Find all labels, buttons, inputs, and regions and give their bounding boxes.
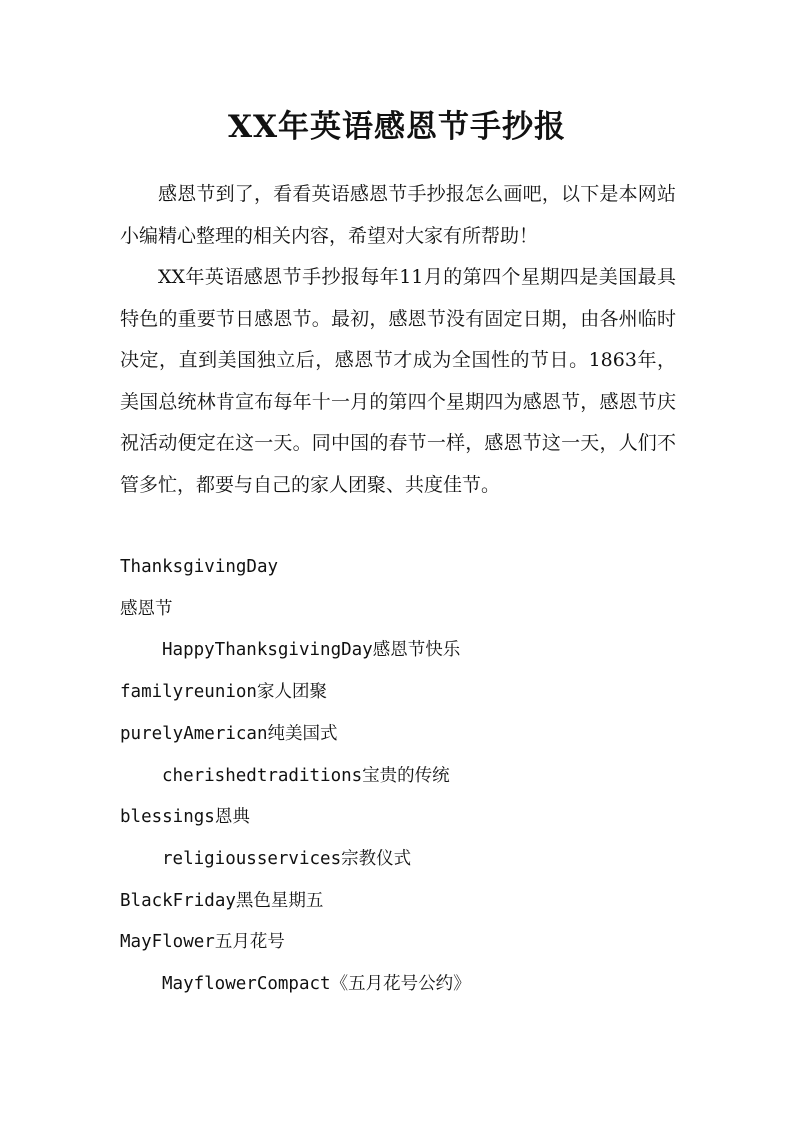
vocab-item: MayFlower五月花号 — [120, 932, 285, 953]
document-title: XX年英语感恩节手抄报 — [227, 109, 567, 145]
vocab-item: MayflowerCompact《五月花号公约》 — [162, 974, 471, 995]
vocab-item: familyreunion家人团聚 — [120, 682, 327, 703]
vocab-item: religiousservices宗教仪式 — [162, 848, 412, 869]
vocab-item: 感恩节 — [120, 598, 173, 619]
vocab-item: BlackFriday黑色星期五 — [120, 890, 324, 911]
document-body — [120, 174, 676, 506]
vocabulary-list — [120, 547, 720, 1006]
intro-paragraph: 感恩节到了，看看英语感恩节手抄报怎么画吧，以下是本网站小编精心整理的相关内容，希望对大家有所帮助！ — [120, 183, 676, 247]
vocab-item: HappyThanksgivingDay感恩节快乐 — [162, 640, 461, 661]
history-paragraph: XX年英语感恩节手抄报每年11月的第四个星期四是美国最具特色的重要节日感恩节。最初，感恩节没有固定日期，由各州临时决定，直到美国独立后，感恩节才成为全国性的节日。1863年，美国总统林肯宣布每年十一月的第四个星期四为感恩节，感恩节庆祝活动便定在这一天。同中国的春节一样，感恩节这一天，人们不管多忙，都要与自己的家人团聚、共度佳节。 — [120, 266, 676, 496]
vocab-item: cherishedtraditions宝贵的传统 — [162, 765, 450, 786]
vocab-item: blessings恩典 — [120, 807, 250, 828]
vocab-item: ThanksgivingDay — [120, 557, 279, 577]
vocab-item: purelyAmerican纯美国式 — [120, 723, 338, 744]
